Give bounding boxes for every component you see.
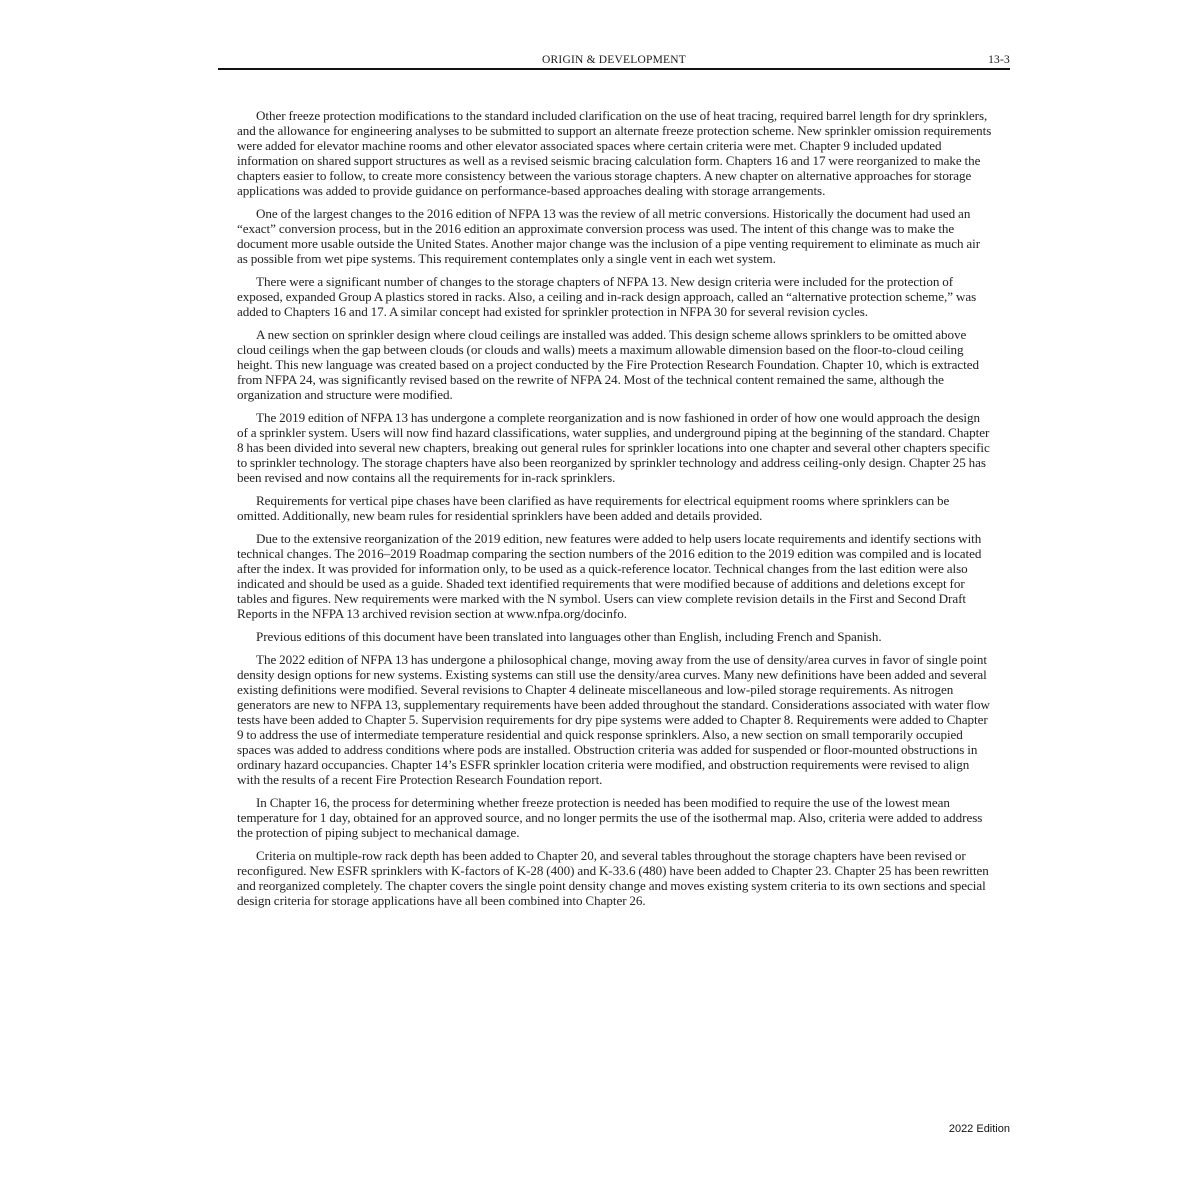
paragraph-2022-edition: The 2022 edition of NFPA 13 has undergone a philosophical change, moving away from the use of density/area curves in favor of single point density design options for new systems. Existing systems can still use the density/area curves. Many new definitions have been added and several existing definitions were modified. Several revisions to Chapter 4 delineate miscellaneous and low-piled storage requirements. As nitrogen generators are new to NFPA 13, supplementary requirements have been added throughout the standard. Considerations associated with water flow tests have been added to Chapter 5. Supervision requirements for dry pipe systems were added to Chapter 8. Requirements were added to Chapter 9 to address the use of intermediate temperature residential and quick response sprinklers. Also, a new section on small temporarily occupied spaces was added to address conditions where pods are installed. Obstruction criteria was added for suspended or floor-mounted obstructions in ordinary hazard occupancies. Chapter 14’s ESFR sprinkler location criteria were modified, and obstruction requirements were revised to align with the results of a recent Fire Protection Research Foundation report.: [237, 652, 990, 787]
paragraph-cloud-ceilings: A new section on sprinkler design where cloud ceilings are installed was added. This design scheme allows sprinklers to be omitted above cloud ceilings when the gap between clouds (or clouds and walls) meets a maximum allowable dimension based on the floor-to-cloud ceiling height. This new language was created based on a project conducted by the Fire Protection Research Foundation. Chapter 10, which is extracted from NFPA 24, was significantly revised based on the rewrite of NFPA 24. Most of the technical content remained the same, although the organization and structure were modified.: [237, 327, 979, 402]
paragraph-roadmap: Due to the extensive reorganization of the 2019 edition, new features were added to help users locate requirements and identify sections with technical changes. The 2016–2019 Roadmap comparing the section numbers of the 2016 edition to the 2019 edition was compiled and is located after the index. It was provided for information only, to be used as a quick-reference locator. Technical changes from the last edition were also indicated and should be used as a guide. Shaded text identified requirements that were modified because of additions and deletions except for tables and figures. New requirements were marked with the N symbol. Users can view complete revision details in the First and Second Draft Reports in the NFPA 13 archived revision section at www.nfpa.org/docinfo.: [237, 531, 982, 621]
section-title: ORIGIN & DEVELOPMENT: [542, 54, 686, 66]
page-number: 13-3: [988, 54, 1010, 66]
paragraph-storage-chapters: There were a significant number of changes to the storage chapters of NFPA 13. New design criteria were included for the protection of exposed, expanded Group A plastics stored in racks. Also, a ceiling and in-rack design approach, called an “alternative protection scheme,” was added to Chapters 16 and 17. A similar concept had existed for sprinkler protection in NFPA 30 for several revision cycles.: [237, 274, 977, 319]
header-rule: [218, 68, 1010, 70]
running-header: [218, 54, 1010, 68]
paragraph-2016-metric-conversions: One of the largest changes to the 2016 edition of NFPA 13 was the review of all metric conversions. Historically the document had used an “exact” conversion process, but in the 2016 edition an approximate conversion process was used. The intent of this change was to make the document more usable outside the United States. Another major change was the inclusion of a pipe venting requirement to eliminate as much air as possible from wet pipe systems. This requirement contemplates only a single vent in each wet system.: [237, 206, 981, 266]
body-text: [237, 108, 993, 916]
paragraph-vertical-pipe-chases: Requirements for vertical pipe chases have been clarified as have requirements for electrical equipment rooms where sprinklers can be omitted. Additionally, new beam rules for residential sprinklers have been added and details provided.: [237, 493, 950, 523]
footer-edition: 2022 Edition: [948, 1123, 1010, 1135]
paragraph-chapter-16: In Chapter 16, the process for determining whether freeze protection is needed has been modified to require the use of the lowest mean temperature for 1 day, obtained for an approved source, and no longer permits the use of the isothermal map. Also, criteria were added to address the protection of piping subject to mechanical damage.: [237, 795, 983, 840]
paragraph-translations: Previous editions of this document have been translated into languages other than English, including French and Spanish.: [256, 629, 882, 644]
paragraph-2019-reorganization: The 2019 edition of NFPA 13 has undergone a complete reorganization and is now fashioned in order of how one would approach the design of a sprinkler system. Users will now find hazard classifications, water supplies, and underground piping at the beginning of the standard. Chapter 8 has been divided into several new chapters, breaking out general rules for sprinkler locations into one chapter and several other chapters specific to sprinkler technology. The storage chapters have also been reorganized by sprinkler technology and address ceiling-only design. Chapter 25 has been revised and now contains all the requirements for in-rack sprinklers.: [237, 410, 990, 485]
paragraph-rack-depth: Criteria on multiple-row rack depth has been added to Chapter 20, and several tables throughout the storage chapters have been revised or reconfigured. New ESFR sprinklers with K-factors of K-28 (400) and K-33.6 (480) have been added to Chapter 23. Chapter 25 has been rewritten and reorganized completely. The chapter covers the single point density change and moves existing system criteria to its own sections and special design criteria for storage applications have all been combined into Chapter 26.: [237, 848, 989, 908]
paragraph-freeze-protection: Other freeze protection modifications to the standard included clarification on the use of heat tracing, required barrel length for dry sprinklers, and the allowance for engineering analyses to be submitted to support an alternate freeze protection scheme. New sprinkler omission requirements were added for elevator machine rooms and other elevator associated spaces where certain criteria were met. Chapter 9 included updated information on shared support structures as well as a revised seismic bracing calculation form. Chapters 16 and 17 were reorganized to make the chapters easier to follow, to create more consistency between the various storage chapters. A new chapter on alternative approaches for storage applications was added to provide guidance on performance-based approaches dealing with storage arrangements.: [237, 108, 992, 198]
